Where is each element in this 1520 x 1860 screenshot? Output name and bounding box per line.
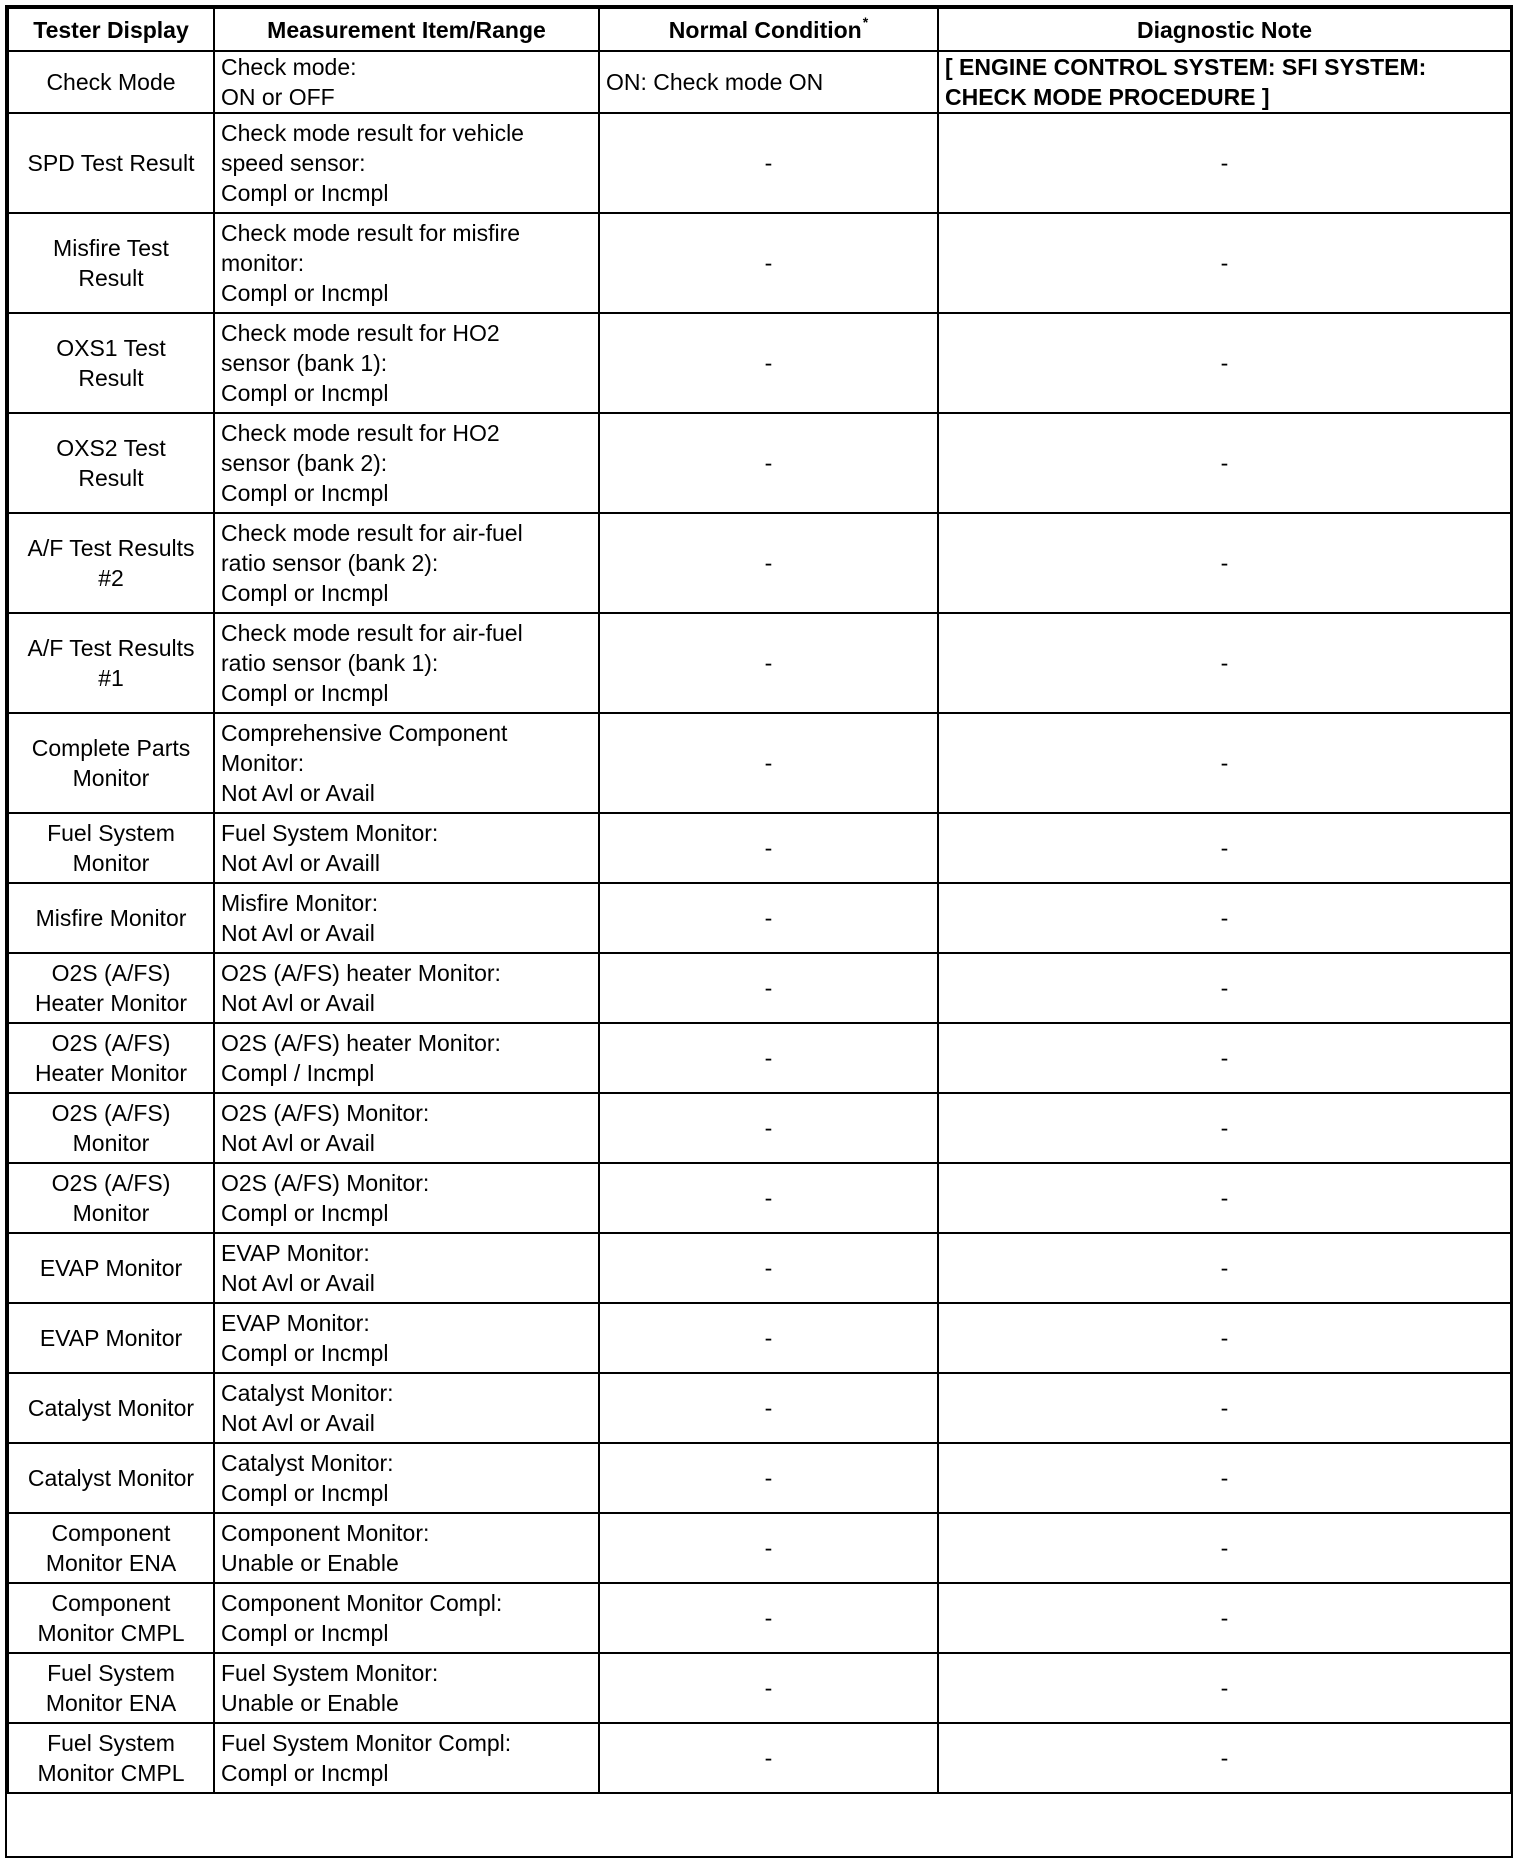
measurement-cell [214,713,599,813]
table-row [8,953,1511,1023]
measurement-cell [214,1163,599,1233]
measurement-cell [214,1723,599,1793]
diagnostic-note-cell-line: [ ENGINE CONTROL SYSTEM: SFI SYSTEM: [945,54,1427,80]
normal-condition-cell-line: - [764,1605,773,1631]
measurement-cell-line: Unable or Enable [221,1690,399,1716]
measurement-cell-line: Check mode result for HO2 [221,320,500,346]
normal-condition-cell-line: - [764,350,773,376]
normal-condition-cell [599,1373,938,1443]
measurement-cell-line: Compl / Incmpl [221,1060,375,1086]
normal-condition-cell-line: - [764,250,773,276]
measurement-cell [214,813,599,883]
table-row [8,1233,1511,1303]
normal-condition-cell [599,1723,938,1793]
tester-display-cell-line: Misfire Monitor [35,905,187,931]
measurement-cell-line: O2S (A/FS) Monitor: [221,1100,430,1126]
tester-display-cell [8,1723,214,1793]
diagnostic-note-cell-line: - [1220,150,1229,176]
tester-display-cell-line: Monitor CMPL [37,1760,185,1786]
measurement-cell-line: speed sensor: [221,150,366,176]
diagnostic-note-cell-line: - [1220,1045,1229,1071]
measurement-cell-line: Catalyst Monitor: [221,1380,394,1406]
diagnostic-note-cell-line: - [1220,1465,1229,1491]
header-normal-condition [599,8,938,51]
normal-condition-cell [599,213,938,313]
diagnostic-note-cell-line: - [1220,835,1229,861]
diagnostic-note-cell-line: - [1220,1745,1229,1771]
normal-condition-cell-line: - [764,1535,773,1561]
normal-condition-cell [599,413,938,513]
table-row [8,213,1511,313]
measurement-cell-line: Not Avl or Avail [221,1410,375,1436]
normal-condition-cell-line: - [764,1395,773,1421]
table-body [8,51,1511,1793]
table-row [8,1023,1511,1093]
measurement-cell [214,1373,599,1443]
normal-condition-cell [599,51,938,113]
tester-display-cell-line: Monitor [72,850,150,876]
normal-condition-cell-line: - [764,1675,773,1701]
measurement-cell [214,1583,599,1653]
tester-display-cell [8,613,214,713]
measurement-cell-line: Compl or Incmpl [221,1340,389,1366]
tester-display-cell-line: Catalyst Monitor [27,1395,195,1421]
normal-condition-cell-line: ON: Check mode ON [606,69,824,95]
header-normal-label: Normal Condition [668,16,862,43]
normal-condition-cell [599,513,938,613]
table-row [8,1653,1511,1723]
tester-display-cell [8,1373,214,1443]
measurement-cell-line: Compl or Incmpl [221,680,389,706]
tester-display-cell-line: A/F Test Results [27,535,195,561]
measurement-cell-line: Compl or Incmpl [221,1480,389,1506]
measurement-cell-line: Not Avl or Avail [221,920,375,946]
tester-display-cell-line: Monitor ENA [45,1690,177,1716]
header-tester-display: Tester Display [8,8,214,51]
measurement-cell [214,1653,599,1723]
measurement-cell-line: Compl or Incmpl [221,380,389,406]
measurement-cell [214,413,599,513]
normal-condition-cell-line: - [764,1325,773,1351]
diagnostic-note-cell [938,713,1511,813]
measurement-cell [214,1513,599,1583]
diagnostic-note-cell [938,1303,1511,1373]
table-row [8,1303,1511,1373]
diagnostic-note-cell [938,883,1511,953]
measurement-cell-line: Fuel System Monitor: [221,820,439,846]
normal-condition-cell [599,1023,938,1093]
measurement-cell [214,953,599,1023]
normal-condition-cell-line: - [764,450,773,476]
tester-display-cell [8,51,214,113]
measurement-cell-line: Not Avl or Availl [221,850,380,876]
normal-condition-cell [599,1303,938,1373]
measurement-cell-line: Check mode result for HO2 [221,420,500,446]
diagnostic-note-cell [938,1023,1511,1093]
diagnostic-note-cell [938,51,1511,113]
diagnostic-note-cell [938,953,1511,1023]
measurement-cell-line: Check mode: [221,54,357,80]
normal-condition-cell [599,713,938,813]
diagnostic-note-cell-line: - [1220,350,1229,376]
tester-display-cell-line: Heater Monitor [34,990,188,1016]
measurement-cell-line: O2S (A/FS) heater Monitor: [221,1030,501,1056]
normal-condition-cell [599,613,938,713]
measurement-cell [214,613,599,713]
measurement-cell-line: sensor (bank 2): [221,450,388,476]
measurement-cell-line: Component Monitor Compl: [221,1590,503,1616]
normal-condition-cell [599,1653,938,1723]
table-row [8,113,1511,213]
measurement-cell [214,1303,599,1373]
tester-display-cell-line: Monitor CMPL [37,1620,185,1646]
tester-display-cell [8,1023,214,1093]
tester-display-cell-line: Result [78,265,144,291]
tester-display-cell-line: O2S (A/FS) [51,1030,171,1056]
measurement-cell-line: Component Monitor: [221,1520,430,1546]
normal-condition-cell-line: - [764,1465,773,1491]
normal-condition-cell [599,1513,938,1583]
measurement-cell-line: Compl or Incmpl [221,580,389,606]
measurement-cell-line: ratio sensor (bank 2): [221,550,439,576]
tester-display-cell [8,1233,214,1303]
diagnostic-note-cell [938,1723,1511,1793]
diagnostic-note-cell-line: - [1220,1395,1229,1421]
measurement-cell-line: Comprehensive Component [221,720,508,746]
tester-display-cell-line: Complete Parts [31,735,191,761]
measurement-cell-line: Compl or Incmpl [221,1200,389,1226]
diagnostic-note-cell [938,313,1511,413]
tester-display-cell [8,1093,214,1163]
footnote-marker: * [862,13,869,30]
table-row [8,1583,1511,1653]
tester-display-cell-line: Monitor ENA [45,1550,177,1576]
diagnostic-note-cell [938,1163,1511,1233]
tester-data-table [7,7,1512,1794]
measurement-cell-line: Not Avl or Avail [221,1270,375,1296]
tester-display-cell-line: Fuel System [47,1730,175,1756]
normal-condition-cell [599,1093,938,1163]
measurement-cell [214,213,599,313]
diagnostic-note-cell-line: - [1220,1675,1229,1701]
table-row [8,1443,1511,1513]
diagnostic-note-cell [938,1443,1511,1513]
measurement-cell-line: Fuel System Monitor Compl: [221,1730,512,1756]
tester-display-cell-line: Monitor [72,765,150,791]
diagnostic-note-cell [938,1093,1511,1163]
tester-display-cell [8,113,214,213]
table-row [8,813,1511,883]
diagnostic-note-cell-line: - [1220,550,1229,576]
diagnostic-note-cell [938,1233,1511,1303]
diagnostic-note-cell-line: - [1220,250,1229,276]
table-row [8,1093,1511,1163]
normal-condition-cell [599,1233,938,1303]
measurement-cell-line: EVAP Monitor: [221,1310,370,1336]
measurement-cell-line: Compl or Incmpl [221,280,389,306]
measurement-cell-line: Misfire Monitor: [221,890,379,916]
diagnostic-note-cell-line: - [1220,975,1229,1001]
tester-display-cell-line: #1 [98,665,124,691]
normal-condition-cell [599,1583,938,1653]
table-row [8,413,1511,513]
measurement-cell-line: Not Avl or Avail [221,780,375,806]
tester-display-cell-line: OXS1 Test [56,335,166,361]
table-row [8,883,1511,953]
tester-display-cell-line: Heater Monitor [34,1060,188,1086]
tester-display-cell-line: #2 [98,565,124,591]
measurement-cell [214,1093,599,1163]
tester-display-cell-line: O2S (A/FS) [51,1100,171,1126]
diagnostic-note-cell [938,1583,1511,1653]
normal-condition-cell-line: - [764,750,773,776]
diagnostic-note-cell-line: - [1220,450,1229,476]
diagnostic-note-cell-line: CHECK MODE PROCEDURE ] [945,84,1270,110]
table-row [8,1513,1511,1583]
tester-display-cell-line: SPD Test Result [27,150,195,176]
measurement-cell-line: EVAP Monitor: [221,1240,370,1266]
tester-display-cell-line: Catalyst Monitor [27,1465,195,1491]
normal-condition-cell-line: - [764,835,773,861]
diagnostic-note-cell-line: - [1220,1115,1229,1141]
tester-display-cell [8,1653,214,1723]
measurement-cell [214,1023,599,1093]
tester-display-cell-line: Monitor [72,1130,150,1156]
tester-display-cell-line: O2S (A/FS) [51,1170,171,1196]
tester-display-cell [8,883,214,953]
tester-display-cell [8,1303,214,1373]
measurement-cell-line: O2S (A/FS) Monitor: [221,1170,430,1196]
measurement-cell-line: ratio sensor (bank 1): [221,650,439,676]
measurement-cell-line: Compl or Incmpl [221,1760,389,1786]
measurement-cell-line: Compl or Incmpl [221,480,389,506]
diagnostic-note-cell-line: - [1220,1605,1229,1631]
tester-display-cell [8,213,214,313]
tester-display-cell-line: Component [51,1520,171,1546]
tester-display-cell-line: A/F Test Results [27,635,195,661]
measurement-cell-line: Check mode result for air-fuel [221,520,523,546]
normal-condition-cell-line: - [764,1255,773,1281]
normal-condition-cell [599,883,938,953]
diagnostic-note-cell-line: - [1220,650,1229,676]
measurement-cell-line: Not Avl or Avail [221,1130,375,1156]
tester-display-cell [8,953,214,1023]
tester-display-cell-line: Misfire Test [53,235,169,261]
normal-condition-cell-line: - [764,905,773,931]
measurement-cell [214,513,599,613]
tester-display-cell-line: Fuel System [47,820,175,846]
tester-display-cell-line: EVAP Monitor [39,1255,183,1281]
table-row [8,1163,1511,1233]
measurement-cell-line: Check mode result for vehicle [221,120,524,146]
tester-display-cell [8,413,214,513]
measurement-cell-line: Compl or Incmpl [221,180,389,206]
normal-condition-cell [599,1443,938,1513]
normal-condition-cell [599,1163,938,1233]
measurement-cell [214,113,599,213]
diagnostic-note-cell-line: - [1220,1255,1229,1281]
measurement-cell [214,883,599,953]
normal-condition-cell-line: - [764,150,773,176]
measurement-cell [214,1233,599,1303]
header-diagnostic-note: Diagnostic Note [938,8,1511,51]
normal-condition-cell-line: - [764,975,773,1001]
measurement-cell [214,1443,599,1513]
normal-condition-cell [599,313,938,413]
table-row [8,1723,1511,1793]
tester-display-cell-line: Monitor [72,1200,150,1226]
normal-condition-cell [599,113,938,213]
tester-display-cell-line: Fuel System [47,1660,175,1686]
measurement-cell [214,51,599,113]
normal-condition-cell-line: - [764,1185,773,1211]
table-row [8,513,1511,613]
normal-condition-cell-line: - [764,1745,773,1771]
diagnostic-note-cell [938,813,1511,883]
tester-display-cell [8,513,214,613]
normal-condition-cell [599,813,938,883]
measurement-cell-line: Catalyst Monitor: [221,1450,394,1476]
tester-display-cell [8,813,214,883]
measurement-cell [214,313,599,413]
tester-display-cell [8,713,214,813]
measurement-cell-line: Monitor: [221,750,305,776]
normal-condition-cell-line: - [764,550,773,576]
normal-condition-cell-line: - [764,1115,773,1141]
tester-display-cell-line: Component [51,1590,171,1616]
diagnostic-note-cell-line: - [1220,1185,1229,1211]
measurement-cell-line: Fuel System Monitor: [221,1660,439,1686]
tester-display-cell [8,313,214,413]
tester-display-cell-line: O2S (A/FS) [51,960,171,986]
header-row [8,8,1511,51]
diagnostic-note-cell-line: - [1220,750,1229,776]
tester-display-cell-line: Result [78,465,144,491]
measurement-cell-line: O2S (A/FS) heater Monitor: [221,960,501,986]
diagnostic-note-cell [938,513,1511,613]
measurement-cell-line: Unable or Enable [221,1550,399,1576]
diagnostic-note-cell [938,413,1511,513]
table-row [8,1373,1511,1443]
diagnostic-note-cell-line: - [1220,905,1229,931]
table-row [8,51,1511,113]
diagnostic-note-cell [938,113,1511,213]
table-row [8,613,1511,713]
diagnostic-note-cell [938,613,1511,713]
tester-display-cell-line: OXS2 Test [56,435,166,461]
normal-condition-cell-line: - [764,650,773,676]
tester-display-cell-line: EVAP Monitor [39,1325,183,1351]
measurement-cell-line: ON or OFF [221,84,335,110]
tester-display-cell-line: Result [78,365,144,391]
diagnostic-note-cell [938,1373,1511,1443]
measurement-cell-line: sensor (bank 1): [221,350,388,376]
tester-display-cell [8,1513,214,1583]
tester-display-cell-line: Check Mode [46,69,176,95]
diagnostic-note-cell [938,1653,1511,1723]
measurement-cell-line: Compl or Incmpl [221,1620,389,1646]
tester-display-cell [8,1583,214,1653]
normal-condition-cell-line: - [764,1045,773,1071]
header-measurement: Measurement Item/Range [214,8,599,51]
normal-condition-cell [599,953,938,1023]
tester-display-cell [8,1163,214,1233]
measurement-cell-line: Check mode result for air-fuel [221,620,523,646]
measurement-cell-line: Not Avl or Avail [221,990,375,1016]
measurement-cell-line: Check mode result for misfire [221,220,521,246]
measurement-cell-line: monitor: [221,250,305,276]
tester-display-cell [8,1443,214,1513]
table-row [8,313,1511,413]
diagnostic-note-cell-line: - [1220,1535,1229,1561]
table-row [8,713,1511,813]
diagnostic-note-cell [938,213,1511,313]
diagnostic-note-cell-line: - [1220,1325,1229,1351]
diagnostic-note-cell [938,1513,1511,1583]
